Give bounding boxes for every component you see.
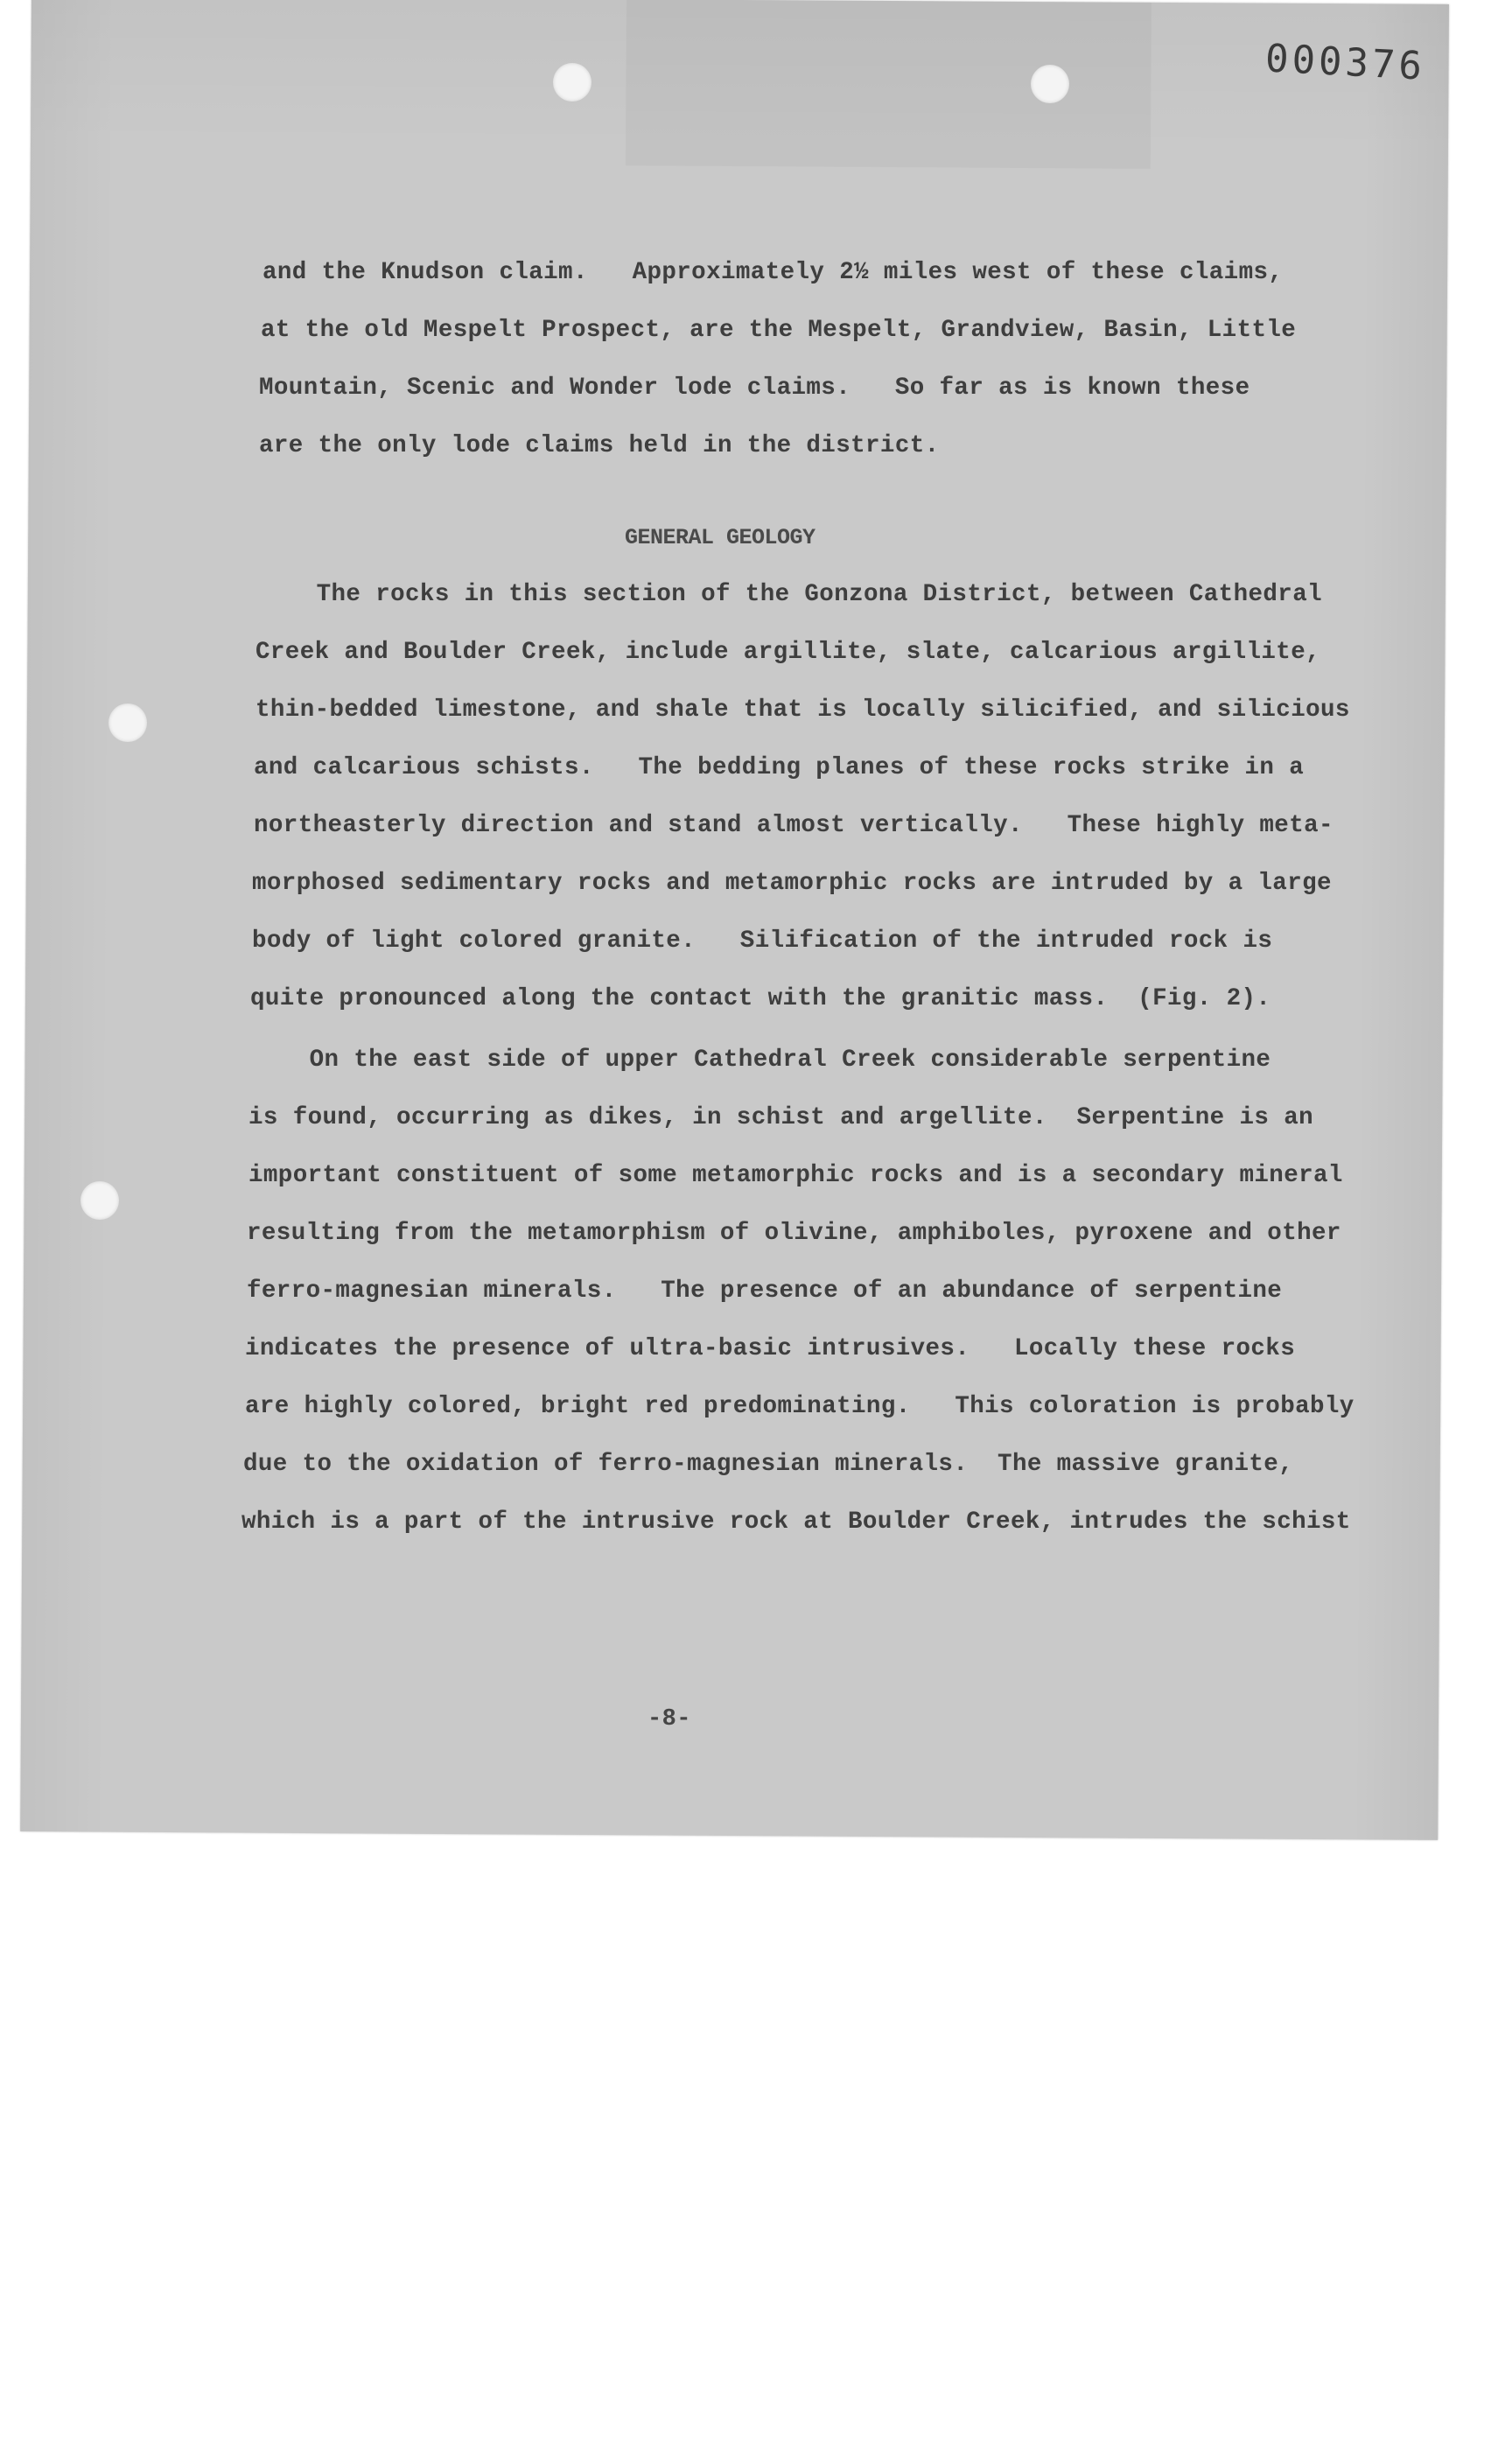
text-line: important constituent of some metamorphic rocks and is a secondary mineral <box>248 1162 1343 1189</box>
paper-shadow <box>626 0 1152 169</box>
text-line: at the old Mespelt Prospect, are the Mespelt, Grandview, Basin, Little <box>261 317 1297 344</box>
text-line: The rocks in this section of the Gonzona District, between Cathedral <box>257 581 1322 608</box>
punch-hole-left-lower <box>80 1181 119 1220</box>
text-line: are highly colored, bright red predominating. This coloration is probably <box>245 1393 1354 1420</box>
text-line: indicates the presence of ultra-basic intrusives. Locally these rocks <box>245 1335 1296 1362</box>
text-line: body of light colored granite. Silification of the intruded rock is <box>252 928 1273 955</box>
text-line: are the only lode claims held in the district. <box>259 432 940 459</box>
text-line: Mountain, Scenic and Wonder lode claims. So far as is known these <box>259 374 1250 402</box>
text-line: quite pronounced along the contact with the granitic mass. (Fig. 2). <box>250 985 1271 1012</box>
text-line: resulting from the metamorphism of olivine, amphiboles, pyroxene and other <box>247 1220 1341 1247</box>
text-line: due to the oxidation of ferro-magnesian minerals. The massive granite, <box>243 1451 1294 1478</box>
text-line: On the east side of upper Cathedral Creek considerable serpentine <box>250 1046 1271 1074</box>
text-line: Creek and Boulder Creek, include argillite, slate, calcarious argillite, <box>256 639 1320 666</box>
text-line: morphosed sedimentary rocks and metamorphic rocks are intruded by a large <box>252 870 1332 897</box>
page-number: -8- <box>648 1706 691 1732</box>
text-line: ferro-magnesian minerals. The presence of an abundance of serpentine <box>247 1278 1283 1305</box>
text-line: thin-bedded limestone, and shale that is locally silicified, and silicious <box>256 696 1350 724</box>
text-line: northeasterly direction and stand almost vertically. These highly meta- <box>254 812 1334 839</box>
punch-hole-top-left <box>553 63 592 102</box>
text-line: which is a part of the intrusive rock at Boulder Creek, intrudes the schist <box>242 1508 1351 1536</box>
document-number: 000376 <box>1264 36 1427 89</box>
punch-hole-top-right <box>1031 65 1069 103</box>
text-line: and the Knudson claim. Approximately 2½ miles west of these claims, <box>262 259 1284 286</box>
section-heading: GENERAL GEOLOGY <box>625 525 816 550</box>
punch-hole-left-upper <box>108 704 147 742</box>
text-line: and calcarious schists. The bedding planes of these rocks strike in a <box>254 754 1305 781</box>
text-line: is found, occurring as dikes, in schist and argellite. Serpentine is an <box>248 1104 1313 1131</box>
